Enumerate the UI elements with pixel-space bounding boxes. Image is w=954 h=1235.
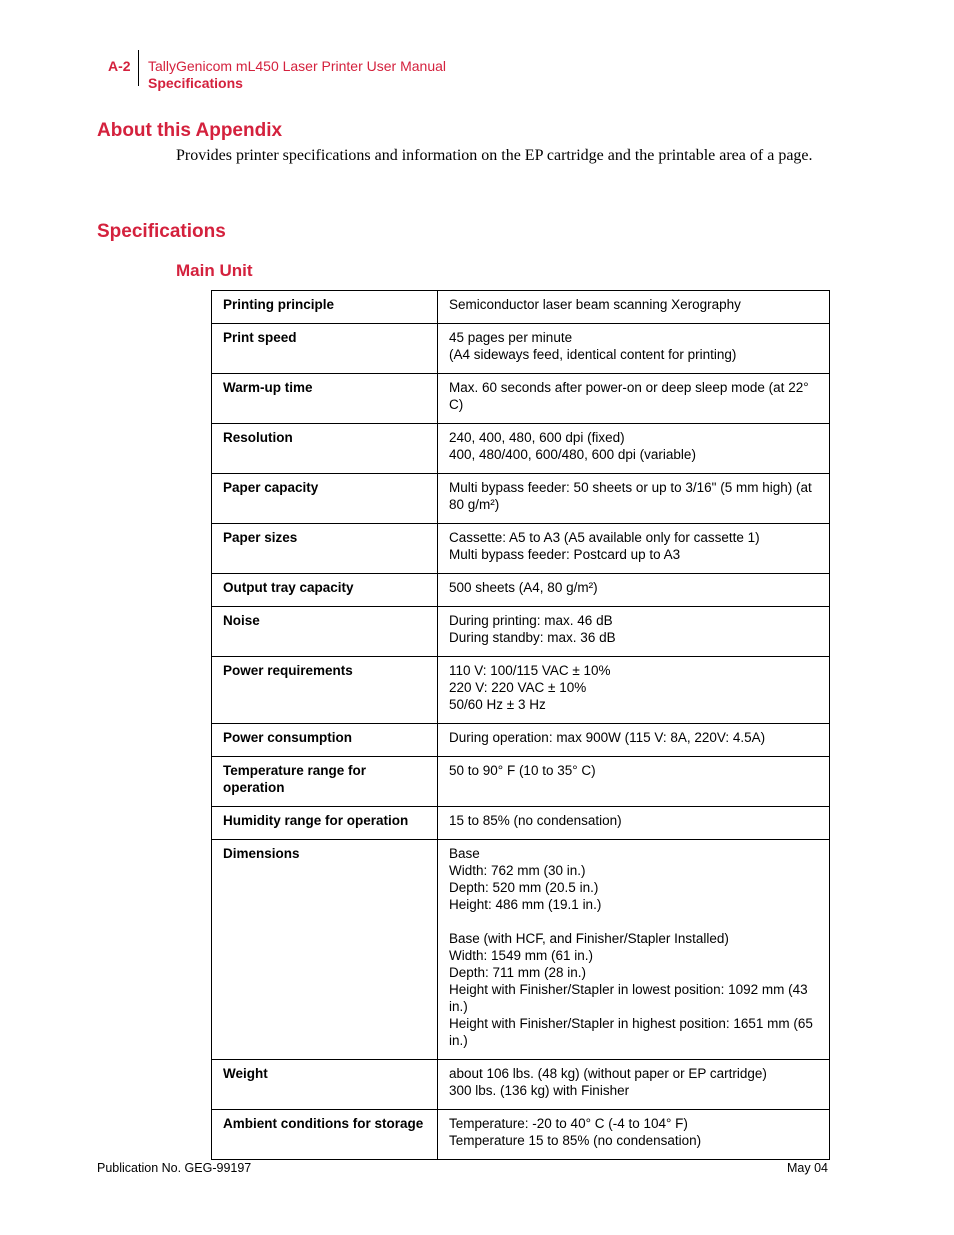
spec-value-line: about 106 lbs. (48 kg) (without paper or EP cartridge) — [449, 1066, 767, 1081]
spec-value — [438, 757, 830, 807]
spec-value — [438, 324, 830, 374]
table-row — [212, 291, 830, 324]
table-row — [212, 807, 830, 840]
spec-value-line: 500 sheets (A4, 80 g/m²) — [449, 580, 598, 595]
specifications-heading: Specifications — [97, 221, 226, 242]
table-row — [212, 757, 830, 807]
spec-value-line: Width: 762 mm (30 in.) — [449, 863, 586, 878]
main-unit-heading: Main Unit — [176, 261, 253, 280]
spec-value — [438, 374, 830, 424]
table-row — [212, 374, 830, 424]
spec-value-line: Base (with HCF, and Finisher/Stapler Installed) — [449, 931, 729, 946]
spec-value-line: 300 lbs. (136 kg) with Finisher — [449, 1083, 630, 1098]
spec-label: Weight — [212, 1060, 438, 1110]
spec-label: Noise — [212, 607, 438, 657]
table-row — [212, 324, 830, 374]
header-section-name: Specifications — [148, 75, 243, 91]
spec-label: Temperature range for operation — [212, 757, 438, 807]
spec-label: Resolution — [212, 424, 438, 474]
footer-publication: Publication No. GEG-99197 — [97, 1161, 252, 1175]
footer-date: May 04 — [787, 1161, 828, 1175]
spec-value-line: 50 to 90° F (10 to 35° C) — [449, 763, 596, 778]
spec-value — [438, 657, 830, 724]
spec-label: Paper sizes — [212, 524, 438, 574]
table-row — [212, 424, 830, 474]
table-row — [212, 524, 830, 574]
table-row — [212, 1110, 830, 1160]
table-row — [212, 724, 830, 757]
table-row — [212, 474, 830, 524]
spec-value — [438, 807, 830, 840]
spec-value-line: Temperature: -20 to 40° C (-4 to 104° F) — [449, 1116, 688, 1131]
spec-value — [438, 424, 830, 474]
spec-value-line: During printing: max. 46 dB — [449, 613, 613, 628]
spec-value-line: 50/60 Hz ± 3 Hz — [449, 697, 546, 712]
spec-label: Warm-up time — [212, 374, 438, 424]
spec-value-line: 110 V: 100/115 VAC ± 10% — [449, 663, 611, 678]
spec-value — [438, 724, 830, 757]
spec-value-line: Temperature 15 to 85% (no condensation) — [449, 1133, 702, 1148]
spec-label: Power consumption — [212, 724, 438, 757]
spec-label: Paper capacity — [212, 474, 438, 524]
spec-value — [438, 524, 830, 574]
spec-label: Humidity range for operation — [212, 807, 438, 840]
spec-label: Output tray capacity — [212, 574, 438, 607]
spec-value — [438, 1060, 830, 1110]
spec-value — [438, 574, 830, 607]
spec-label: Ambient conditions for storage — [212, 1110, 438, 1160]
spec-value-line: 400, 480/400, 600/480, 600 dpi (variable) — [449, 447, 696, 462]
spec-value-line: 15 to 85% (no condensation) — [449, 813, 622, 828]
about-heading: About this Appendix — [97, 120, 283, 141]
spec-label: Power requirements — [212, 657, 438, 724]
spec-value-line: Height with Finisher/Stapler in highest position: 1651 mm (65 in.) — [449, 1016, 817, 1048]
spec-value-line: Max. 60 seconds after power-on or deep sleep mode (at 22° C) — [449, 380, 813, 412]
about-body: Provides printer specifications and information on the EP cartridge and the printable area of a page. — [176, 147, 813, 164]
spec-value — [438, 840, 830, 1060]
header-divider — [138, 50, 139, 86]
spec-label: Print speed — [212, 324, 438, 374]
spec-label: Printing principle — [212, 291, 438, 324]
table-row — [212, 574, 830, 607]
spec-value-line: During standby: max. 36 dB — [449, 630, 616, 645]
spec-value — [438, 474, 830, 524]
header-page-number: A-2 — [108, 58, 131, 74]
spec-value-line: Cassette: A5 to A3 (A5 available only for cassette 1) — [449, 530, 760, 545]
spec-value-line: Height with Finisher/Stapler in lowest position: 1092 mm (43 in.) — [449, 982, 812, 1014]
spec-value — [438, 1110, 830, 1160]
spec-value-line: During operation: max 900W (115 V: 8A, 220V: 4.5A) — [449, 730, 766, 745]
spec-value-line: 220 V: 220 VAC ± 10% — [449, 680, 587, 695]
spec-value-line: Base — [449, 846, 480, 861]
table-row — [212, 607, 830, 657]
spec-value-line: (A4 sideways feed, identical content for printing) — [449, 347, 737, 362]
spec-value-line: Depth: 711 mm (28 in.) — [449, 965, 587, 980]
spec-value — [438, 607, 830, 657]
spec-value — [438, 291, 830, 324]
header-manual-title: TallyGenicom mL450 Laser Printer User Manual — [148, 58, 447, 74]
spec-value-line: Multi bypass feeder: Postcard up to A3 — [449, 547, 681, 562]
spec-value-line: 240, 400, 480, 600 dpi (fixed) — [449, 430, 625, 445]
table-row — [212, 657, 830, 724]
spec-label: Dimensions — [212, 840, 438, 1060]
spec-value-line: Semiconductor laser beam scanning Xerography — [449, 297, 741, 312]
spec-value-line — [449, 913, 818, 930]
spec-value-line: Width: 1549 mm (61 in.) — [449, 948, 594, 963]
table-row — [212, 840, 830, 1060]
spec-value-line: Multi bypass feeder: 50 sheets or up to 3/16" (5 mm high) (at 80 g/m²) — [449, 480, 816, 512]
specifications-table — [211, 290, 830, 1160]
spec-value-line: Depth: 520 mm (20.5 in.) — [449, 880, 599, 895]
table-row — [212, 1060, 830, 1110]
spec-value-line: 45 pages per minute — [449, 330, 573, 345]
spec-value-line: Height: 486 mm (19.1 in.) — [449, 897, 602, 912]
